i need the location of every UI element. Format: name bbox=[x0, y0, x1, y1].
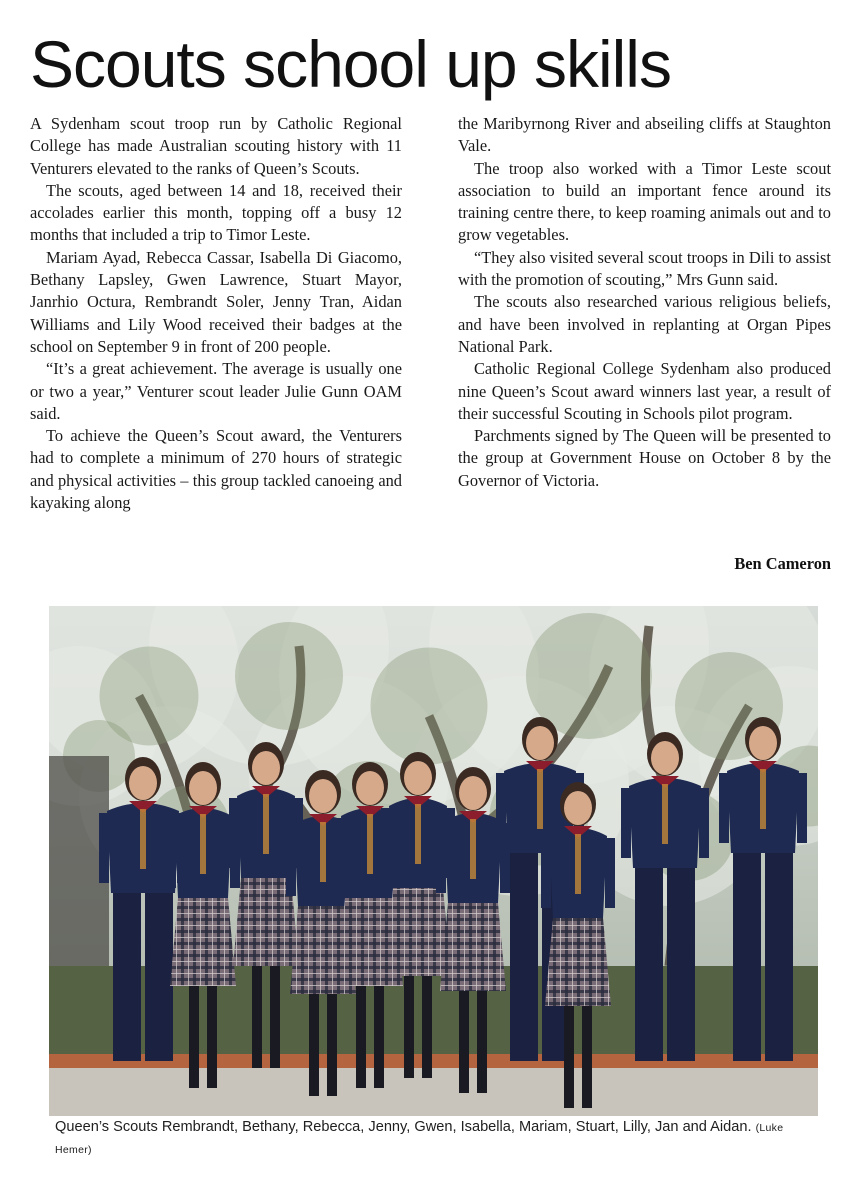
article-paragraph: A Sydenham scout troop run by Catholic Regional College has made Australian scouting history with 11 Venturers elevated to the ranks of Queen’s Scouts. bbox=[30, 114, 402, 178]
headline: Scouts school up skills bbox=[30, 27, 671, 101]
article-paragraph: Catholic Regional College Sydenham also produced nine Queen’s Scout award winners last year, a result of their successful Scouting in Schools pilot program. bbox=[458, 359, 831, 423]
article-paragraph: The scouts also researched various religious beliefs, and have been involved in replanting at Organ Pipes National Park. bbox=[458, 292, 831, 356]
article-column-right bbox=[458, 113, 831, 492]
photo-path bbox=[49, 1068, 818, 1116]
group-photo-illustration bbox=[49, 606, 818, 1116]
article-paragraph: The scouts, aged between 14 and 18, received their accolades earlier this month, topping off a busy 12 months that included a trip to Timor Leste. bbox=[30, 180, 402, 245]
article-paragraph: Mariam Ayad, Rebecca Cassar, Isabella Di Giacomo, Bethany Lapsley, Gwen Lawrence, Stuart Mayor, Janrhio Octura, Rembrandt Soler, Jenny Tran, Aidan Williams and Lily Wood received their badges at the school on September 9 in front of 200 people. bbox=[30, 247, 402, 356]
article-paragraph: To achieve the Queen’s Scout award, the Venturers had to complete a minimum of 270 hours of strategic and physical activities – this group tackled canoeing and kayaking along bbox=[30, 426, 402, 513]
photo-credit: (Luke Hemer) bbox=[55, 1122, 784, 1156]
caption-text: Queen’s Scouts Rembrandt, Bethany, Rebecca, Jenny, Gwen, Isabella, Mariam, Stuart, Lilly, Jan and Aidan. bbox=[55, 1119, 752, 1135]
article-column-left bbox=[30, 113, 402, 514]
article-paragraph: “They also visited several scout troops in Dili to assist with the promotion of scouting,” Mrs Gunn said. bbox=[458, 247, 831, 290]
byline: Ben Cameron bbox=[734, 554, 831, 573]
article-paragraph: Parchments signed by The Queen will be presented to the group at Government House on October 8 by the Governor of Victoria. bbox=[458, 426, 831, 490]
article-paragraph: The troop also worked with a Timor Leste scout association to build an important fence around its training centre there, to keep roaming animals out and to grow vegetables. bbox=[458, 158, 831, 245]
article-paragraph: the Maribyrnong River and abseiling cliffs at Staughton Vale. bbox=[458, 114, 831, 156]
article-paragraph: “It’s a great achievement. The average is usually one or two a year,” Venturer scout leader Julie Gunn OAM said. bbox=[30, 359, 402, 423]
group-photo bbox=[49, 606, 818, 1116]
photo-caption bbox=[55, 1117, 815, 1160]
